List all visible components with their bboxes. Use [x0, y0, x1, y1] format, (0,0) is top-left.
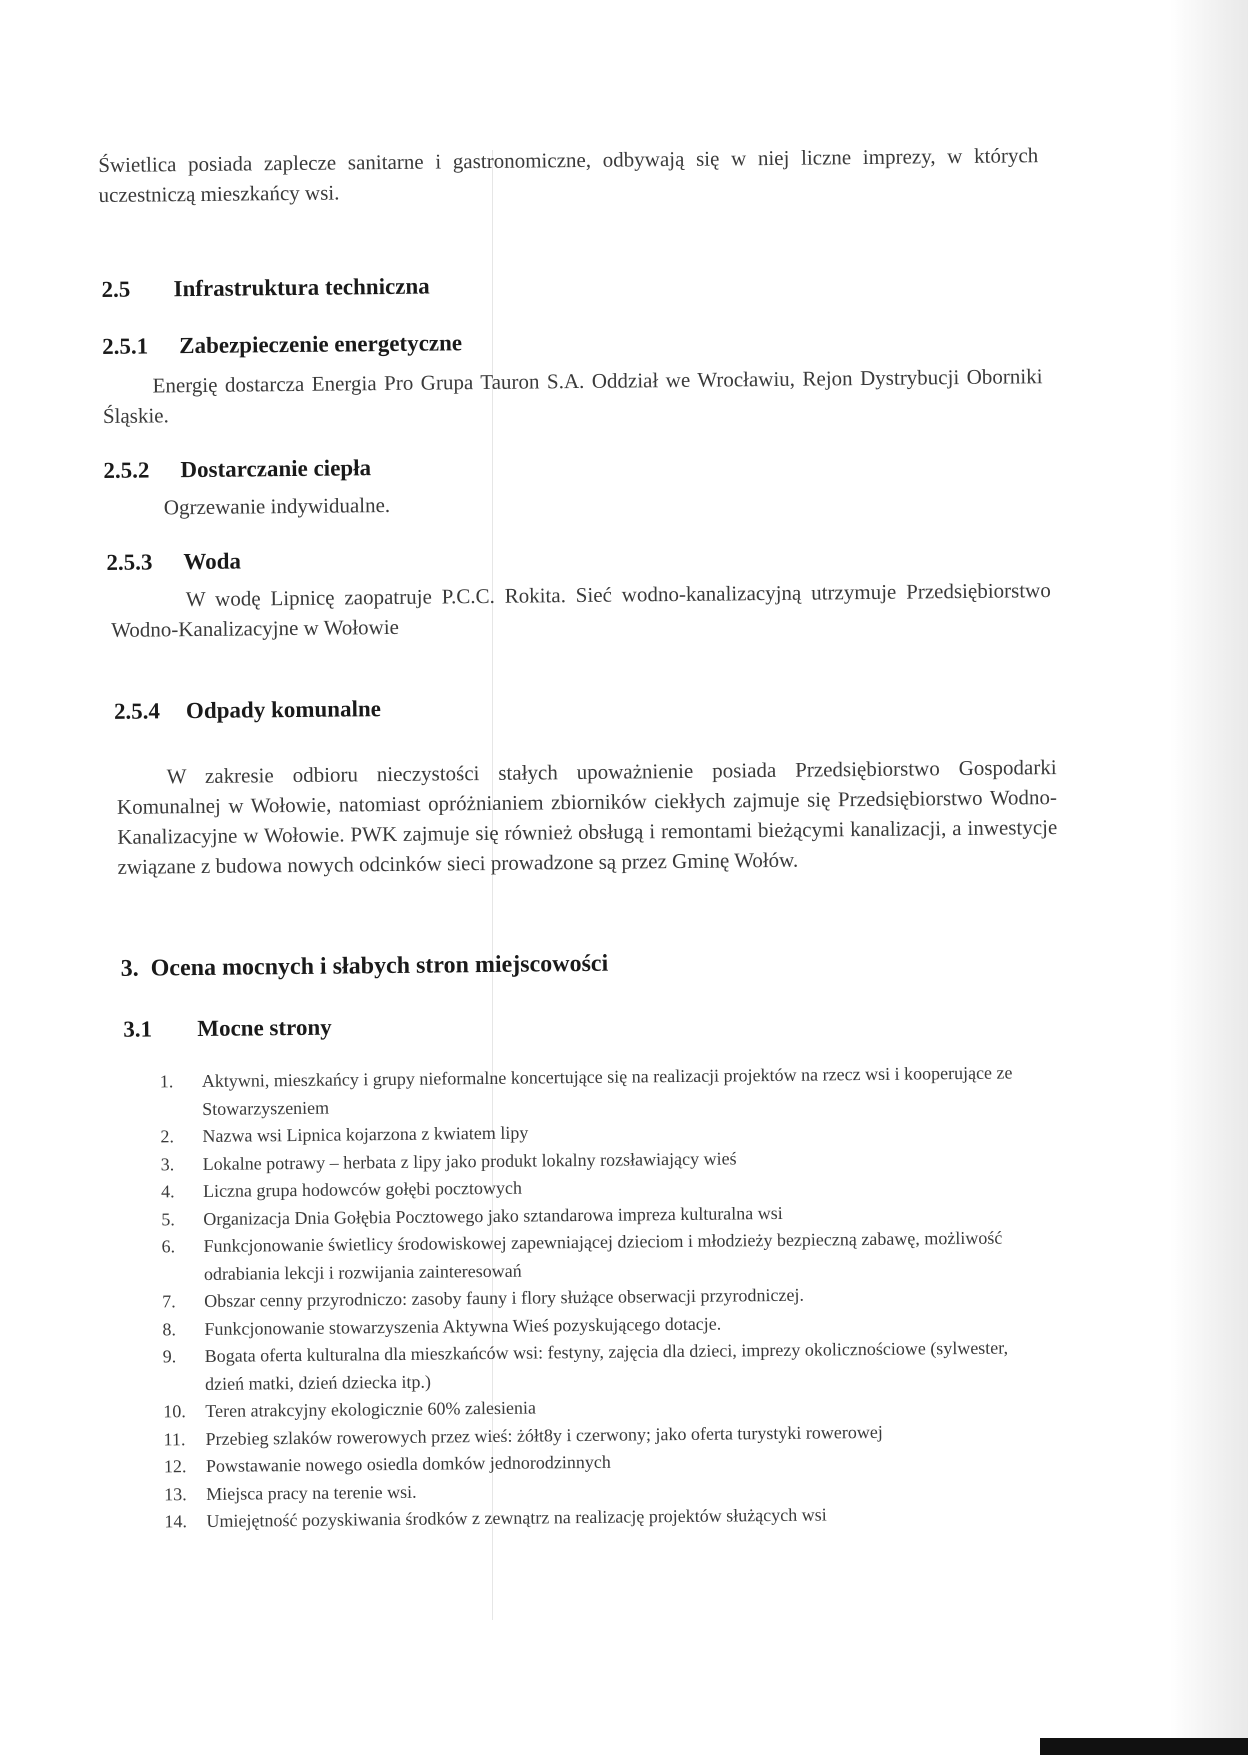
heading-2-5-1 [102, 330, 462, 360]
list-item: 11. Przebieg szlaków rowerowych przez wieś: żółt8y i czerwony; jako oferta turystyki rowerowej [163, 1421, 883, 1449]
list-item: 13. Miejsca pracy na terenie wsi. [164, 1481, 417, 1504]
heading-3 [121, 951, 609, 983]
list-item: 7. Obszar cenny przyrodniczo: zasoby fauny i flory służące obserwacji przyrodniczej. [162, 1284, 804, 1312]
heading-number: 2.5.4 [113, 698, 161, 724]
list-item: 8. Funkcjonowanie stowarzyszenia Aktywna Wieś pozyskującego dotacje. [162, 1313, 722, 1339]
list-item: 9. Bogata oferta kulturalna dla mieszkańców wsi: festyny, zajęcia dla dzieci, imprezy okolicznościowe (sylwester, dzień matki, dzień dziecka itp.) [162, 1337, 1009, 1394]
heading-2-5 [101, 274, 429, 303]
scan-edge-shadow [1170, 0, 1248, 1755]
list-item: 5. Organizacja Dnia Gołębia Pocztowego jako sztandarowa impreza kulturalna wsi [161, 1202, 783, 1229]
heading-title: Infrastruktura techniczna [173, 273, 430, 302]
intro-paragraph: Świetlica posiada zaplecze sanitarne i gastronomiczne, odbywają się w niej liczne imprezy, w których uczestniczą mieszkańcy wsi. [98, 143, 1039, 208]
list-item: 6. Funkcjonowanie świetlicy środowiskowej zapewniającej dzieciom i młodzieży bezpieczną zabawę, możliwość odrabiania lekcji i rozwijania zainteresowań [161, 1227, 1003, 1284]
heading-title: Woda [183, 548, 242, 575]
heading-number: 2.5.1 [102, 333, 149, 359]
paragraph-2-5-1: Energię dostarcza Energia Pro Grupa Tauron S.A. Oddział we Wrocławiu, Rejon Dystrybucji Oborniki Śląskie. [102, 364, 1043, 428]
paragraph-2-5-4: W zakresie odbioru nieczystości stałych upoważnienie posiada Przedsiębiorstwo Gospodarki Komunalnej w Wołowie, natomiast opróżnianiem zbiorników ciekłych zajmuje się Przedsiębiorstwo Wodno-Kanalizacyjne w Wołowie. PWK zajmuje się również obsługą i remontami bieżącymi kanalizacji, a inwestycje związane z budowa nowych odcinków sieci prowadzone są przez Gminę Wołów. [116, 755, 1058, 879]
list-item: 4. Liczna grupa hodowców gołębi pocztowych [160, 1177, 523, 1202]
heading-2-5-2 [103, 455, 371, 484]
heading-title: Mocne strony [197, 1014, 332, 1042]
heading-number: 3. [120, 955, 139, 982]
heading-number: 2.5 [101, 276, 131, 302]
list-item: 10. Teren atrakcyjny ekologicznie 60% zalesienia [163, 1397, 536, 1422]
heading-title: Odpady komunalne [185, 696, 382, 724]
heading-title: Zabezpieczenie energetyczne [179, 330, 463, 359]
paragraph-2-5-2: Ogrzewanie indywidualne. [163, 492, 391, 520]
heading-title: Dostarczanie ciepła [180, 455, 372, 483]
list-item: 1. Aktywni, mieszkańcy i grupy nieformalne koncertujące się na realizacji projektów na rzecz wsi i kooperujące ze Stowarzyszeniem [159, 1062, 1013, 1119]
heading-2-5-4 [114, 696, 381, 725]
list-item: 2. Nazwa wsi Lipnica kojarzona z kwiatem lipy [160, 1122, 529, 1147]
list-item: 3. Lokalne potrawy – herbata z lipy jako produkt lokalny rozsławiający wieś [160, 1147, 737, 1174]
list-item: 14. Umiejętność pozyskiwania środków z zewnątrz na realizację projektów służących wsi [164, 1504, 827, 1532]
heading-title: Ocena mocnych i słabych stron miejscowości [150, 950, 609, 982]
heading-number: 2.5.2 [103, 457, 150, 483]
scan-bottom-artifact [1040, 1738, 1248, 1755]
heading-number: 3.1 [123, 1016, 153, 1042]
strengths-list [160, 1059, 1045, 1536]
heading-number: 2.5.3 [106, 549, 153, 575]
list-item: 12. Powstawanie nowego osiedla domków jednorodzinnych [163, 1451, 611, 1477]
paragraph-2-5-3: W wodę Lipnicę zaopatruje P.C.C. Rokita. Sieć wodno-kanalizacyjną utrzymuje Przedsiębiorstwo Wodno-Kanalizacyjne w Wołowie [111, 578, 1051, 642]
heading-2-5-3 [106, 549, 241, 576]
heading-3-1 [123, 1015, 332, 1043]
